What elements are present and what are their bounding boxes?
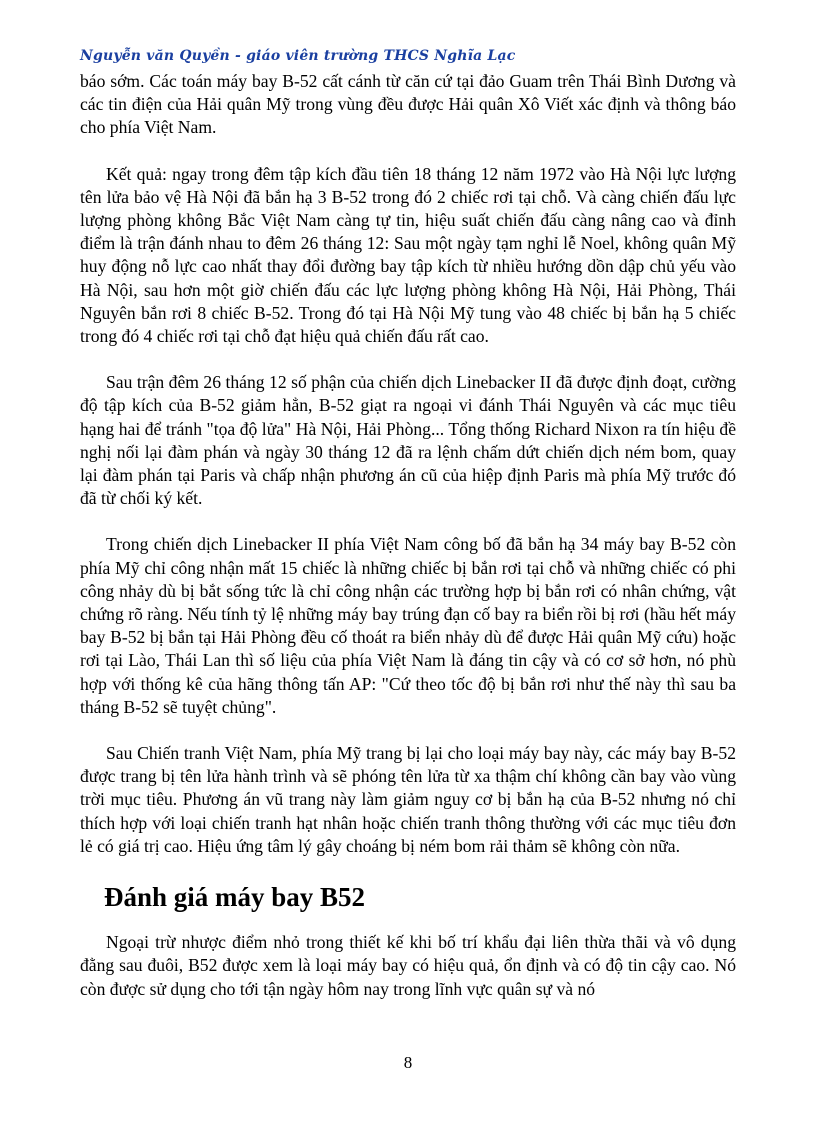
- paragraph-continuation: báo sớm. Các toán máy bay B-52 cất cánh từ căn cứ tại đảo Guam trên Thái Bình Dương và các tin điện của Hải quân Mỹ trong vùng đều được Hải quân Xô Viết xác định và thông báo cho phía Việt Nam.: [80, 71, 736, 138]
- section-heading: Đánh giá máy bay B52: [104, 882, 366, 913]
- paragraph-results: Kết quả: ngay trong đêm tập kích đầu tiên 18 tháng 12 năm 1972 vào Hà Nội lực lượng tên lửa bảo vệ Hà Nội đã bắn hạ 3 B-52 trong đó 2 chiếc rơi tại chỗ. Và càng chiến đấu lực lượng phòng không Bắc Việt Nam càng tự tin, hiệu suất chiến đấu càng nâng cao và đỉnh điểm là trận đánh nhau to đêm 26 tháng 12: Sau một ngày tạm nghỉ lễ Noel, không quân Mỹ huy động nỗ lực cao nhất thay đổi đường bay tập kích từ nhiều hướng dồn dập chủ yếu vào Hà Nội, sau hơn một giờ chiến đấu các lực lượng phòng không Hà Nội, Hải Phòng, Thái Nguyên bắn rơi 8 chiếc B-52. Trong đó tại Hà Nội Mỹ tung vào 48 chiếc bị bắn hạ 5 chiếc trong đó 4 chiếc rơi tại chỗ đạt hiệu quả chiến đấu rất cao.: [80, 163, 736, 347]
- page-number: 8: [403, 1053, 413, 1072]
- paragraph-losses: Trong chiến dịch Linebacker II phía Việt Nam công bố đã bắn hạ 34 máy bay B-52 còn phía Mỹ chỉ công nhận mất 15 chiếc là những chiếc bị bắn rơi tại chỗ và những chiếc có phi công nhảy dù bị bắt sống tức là chỉ công nhận các trường hợp bị bắn rơi có nhân chứng, vật chứng rõ ràng. Nếu tính tỷ lệ những máy bay trúng đạn cố bay ra biển rồi bị rơi (hầu hết máy bay B-52 bị bắn tại Hải Phòng đều cố thoát ra biển nhảy dù để được Hải quân Mỹ cứu) hoặc rơi tại Lào, Thái Lan thì số liệu của phía Việt Nam là đáng tin cậy và có cơ sở hơn, nó phù hợp với thống kê của hãng thông tấn AP: "Cứ theo tốc độ bị bắn rơi như thế này thì sau ba tháng B-52 sẽ tuyệt chủng".: [80, 534, 736, 717]
- paragraph-after-battle: Sau trận đêm 26 tháng 12 số phận của chiến dịch Linebacker II đã được định đoạt, cường độ tập kích của B-52 giảm hẳn, B-52 giạt ra ngoại vi đánh Thái Nguyên và các mục tiêu hạng hai để tránh "tọa độ lửa" Hà Nội, Hải Phòng... Tổng thống Richard Nixon ra tín hiệu đề nghị nối lại đàm phán và ngày 30 tháng 12 đã ra lệnh chấm dứt chiến dịch ném bom, quay lại đàm phán tại Paris và chấp nhận phương án cũ của hiệp định Paris mà phía Mỹ trước đó đã từ chối ký kết.: [80, 372, 736, 509]
- page-header: Nguyễn văn Quyền - giáo viên trường THCS Nghĩa Lạc: [80, 48, 516, 64]
- document-body: [80, 70, 736, 1024]
- paragraph-post-war: Sau Chiến tranh Việt Nam, phía Mỹ trang bị lại cho loại máy bay này, các máy bay B-52 được trang bị tên lửa hành trình và sẽ phóng tên lửa từ xa thậm chí không cần bay vào vùng trời mục tiêu. Phương án vũ trang này làm giảm nguy cơ bị bắn hạ của B-52 nhưng nó chỉ thích hợp với loại chiến tranh hạt nhân hoặc chiến tranh thông thường với các mục tiêu đơn lẻ có giá trị cao. Hiệu ứng tâm lý gây choáng bị ném bom rải thảm sẽ không còn nữa.: [80, 743, 736, 856]
- paragraph-evaluation: Ngoại trừ nhược điểm nhỏ trong thiết kế khi bố trí khẩu đại liên thừa thãi và vô dụng đằng sau đuôi, B52 được xem là loại máy bay có hiệu quả, ổn định và có độ tin cậy cao. Nó còn được sử dụng cho tới tận ngày hôm nay trong lĩnh vực quân sự và nó: [80, 932, 736, 999]
